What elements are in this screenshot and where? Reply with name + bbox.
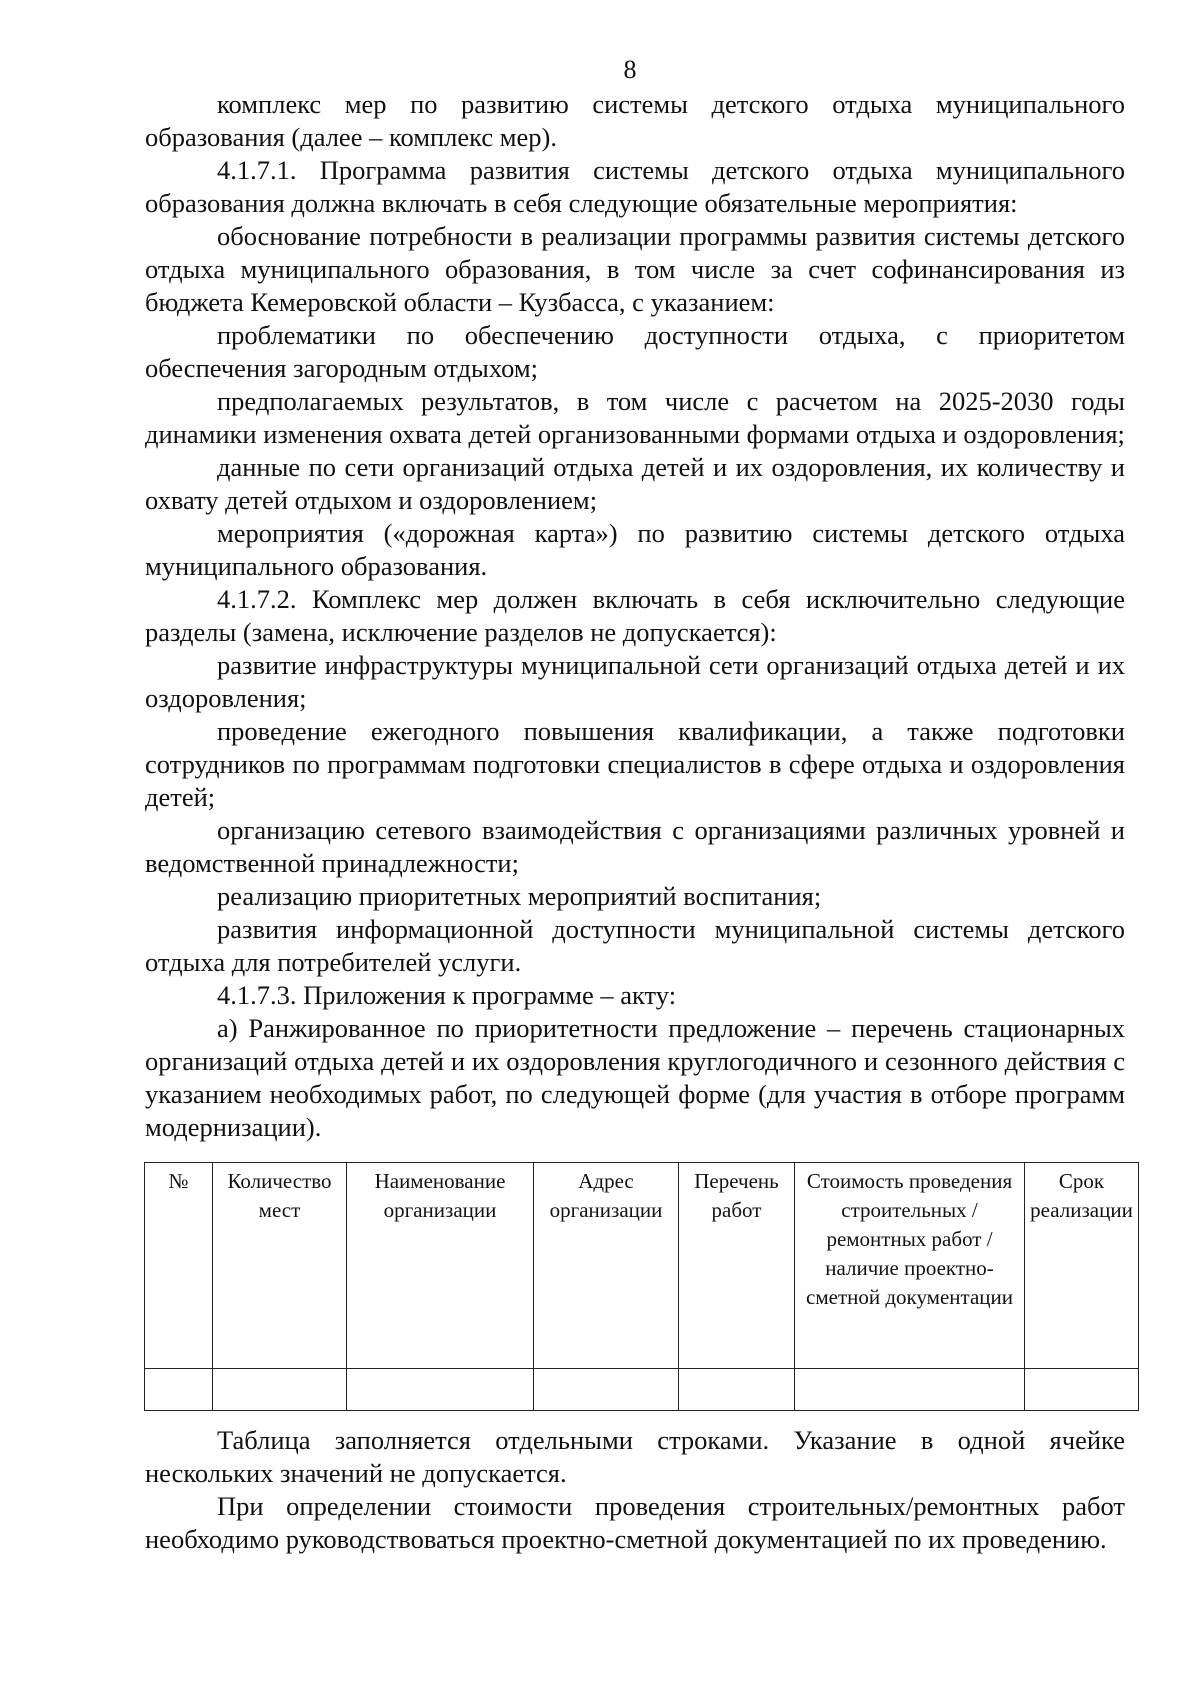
paragraph: развития информационной доступности муниципальной системы детского отдыха для потребителей услуги. <box>145 914 1125 977</box>
body-text-bottom <box>145 1424 1125 1556</box>
body-text-top <box>145 88 1125 1144</box>
table-cell <box>1025 1369 1139 1411</box>
paragraph: комплекс мер по развитию системы детского отдыха муниципального образования (далее – комплекс мер). <box>145 89 1125 152</box>
table-cell <box>213 1369 347 1411</box>
table-cell <box>534 1369 679 1411</box>
paragraph: организацию сетевого взаимодействия с организациями различных уровней и ведомственной принадлежности; <box>145 815 1125 878</box>
column-header-places: Количество мест <box>213 1163 347 1369</box>
column-header-deadline: Срок реализации <box>1025 1163 1139 1369</box>
paragraph: данные по сети организаций отдыха детей и их оздоровления, их количеству и охвату детей отдыхом и оздоровлением; <box>145 452 1125 515</box>
paragraph: а) Ранжированное по приоритетности предложение – перечень стационарных организаций отдыха детей и их оздоровления круглогодичного и сезонного действия с указанием необходимых работ, по следующей форме (для участия в отборе программ модернизации). <box>145 1013 1125 1142</box>
column-header-number: № <box>145 1163 213 1369</box>
table-row <box>145 1369 1139 1411</box>
column-header-works-list: Перечень работ <box>679 1163 795 1369</box>
column-header-cost: Стоимость проведения строительных / ремонтных работ / наличие проектно-сметной документации <box>795 1163 1025 1369</box>
table-cell <box>795 1369 1025 1411</box>
page-number: 8 <box>623 55 637 84</box>
form-table-container <box>144 1162 1138 1411</box>
paragraph: мероприятия («дорожная карта») по развитию системы детского отдыха муниципального образования. <box>145 518 1125 581</box>
paragraph: реализацию приоритетных мероприятий воспитания; <box>217 881 822 911</box>
table-cell <box>145 1369 213 1411</box>
paragraph: 4.1.7.3. Приложения к программе – акту: <box>217 980 677 1010</box>
column-header-organization-name: Наименование организации <box>347 1163 534 1369</box>
paragraph: При определении стоимости проведения строительных/ремонтных работ необходимо руководствоваться проектно-сметной документацией по их проведению. <box>145 1491 1125 1554</box>
paragraph: обоснование потребности в реализации программы развития системы детского отдыха муниципального образования, в том числе за счет софинансирования из бюджета Кемеровской области – Кузбасса, с указанием: <box>145 221 1125 317</box>
paragraph: 4.1.7.2. Комплекс мер должен включать в себя исключительно следующие разделы (замена, исключение разделов не допускается): <box>145 584 1125 647</box>
table-cell <box>679 1369 795 1411</box>
column-header-organization-address: Адрес организации <box>534 1163 679 1369</box>
form-table <box>144 1162 1139 1411</box>
paragraph: предполагаемых результатов, в том числе с расчетом на 2025-2030 годы динамики изменения охвата детей организованными формами отдыха и оздоровления; <box>145 386 1125 449</box>
paragraph: Таблица заполняется отдельными строками. Указание в одной ячейке нескольких значений не допускается. <box>145 1425 1125 1488</box>
paragraph: 4.1.7.1. Программа развития системы детского отдыха муниципального образования должна включать в себя следующие обязательные мероприятия: <box>145 155 1125 218</box>
paragraph: развитие инфраструктуры муниципальной сети организаций отдыха детей и их оздоровления; <box>145 650 1125 713</box>
paragraph: проблематики по обеспечению доступности отдыха, с приоритетом обеспечения загородным отдыхом; <box>145 320 1125 383</box>
table-cell <box>347 1369 534 1411</box>
paragraph: проведение ежегодного повышения квалификации, а также подготовки сотрудников по программам подготовки специалистов в сфере отдыха и оздоровления детей; <box>145 716 1125 812</box>
table-header-row <box>145 1163 1139 1369</box>
